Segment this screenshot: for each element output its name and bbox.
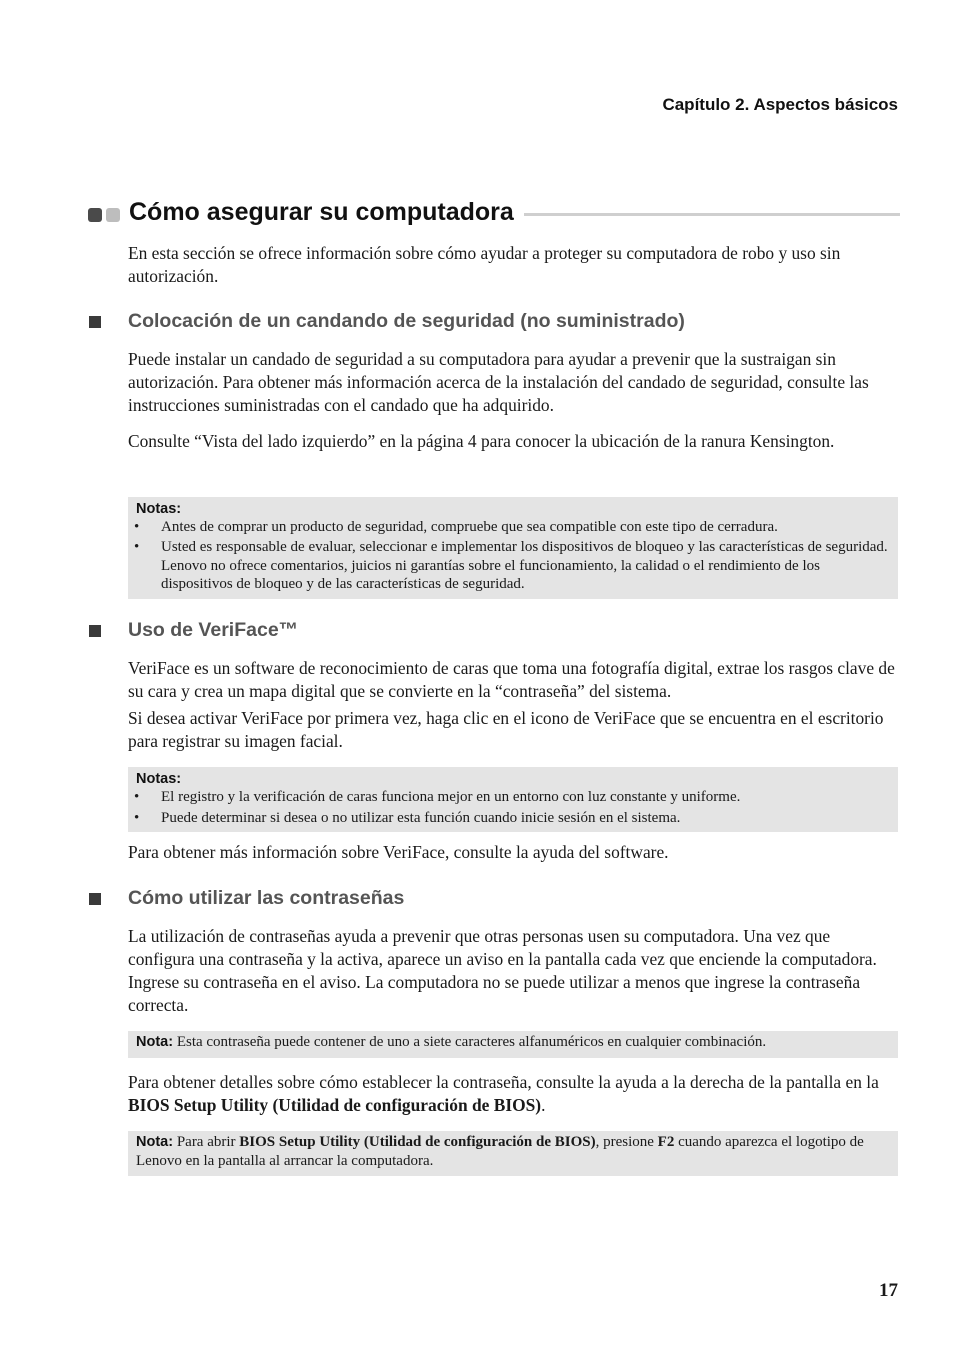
bullet-icon: • xyxy=(134,539,140,555)
notes-box xyxy=(128,497,898,599)
notes-box xyxy=(128,767,898,832)
subsection-passwords xyxy=(88,887,898,911)
section-squares-icon xyxy=(88,208,122,222)
square-bullet-icon xyxy=(89,893,101,905)
subsection-veriface xyxy=(88,619,898,643)
section-heading xyxy=(88,198,900,230)
paragraph: Si desea activar VeriFace por primera vez, haga clic en el icono de VeriFace que se encuentra en el escritorio para registrar su imagen facial. xyxy=(128,708,884,751)
note-text xyxy=(136,1133,896,1170)
chapter-header: Capítulo 2. Aspectos básicos xyxy=(662,95,898,114)
paragraph xyxy=(128,1071,898,1117)
section-intro: En esta sección se ofrece información sobre cómo ayudar a proteger su computadora de robo y uso sin autorización. xyxy=(128,243,841,286)
note-item: El registro y la verificación de caras funciona mejor en un entorno con luz constante y uniforme. xyxy=(161,789,741,805)
paragraph: La utilización de contraseñas ayuda a prevenir que otras personas usen su computadora. Una vez que configura una contraseña y la activa, aparece un aviso en la pantalla cada vez que enciende la computadora. Ingrese su contraseña en el aviso. La computadora no se puede utilizar a menos que ingrese la contraseña correcta. xyxy=(128,926,877,1015)
note-box xyxy=(128,1031,898,1058)
paragraph: Consulte “Vista del lado izquierdo” en la página 4 para conocer la ubicación de la ranura Kensington. xyxy=(128,431,835,451)
note-item: Puede determinar si desea o no utilizar esta función cuando inicie sesión en el sistema. xyxy=(161,810,681,826)
bios-utility-name: BIOS Setup Utility (Utilidad de configuración de BIOS) xyxy=(239,1134,596,1150)
title-rule xyxy=(522,213,900,216)
note-text xyxy=(136,1033,892,1052)
paragraph-text: . xyxy=(541,1095,546,1115)
square-bullet-icon xyxy=(89,625,101,637)
bullet-icon: • xyxy=(134,519,140,535)
note-box xyxy=(128,1131,898,1176)
paragraph: Puede instalar un candado de seguridad a su computadora para ayudar a prevenir que la sustraigan sin autorización. Para obtener más información acerca de la instalación del candado de seguridad, consulte las instrucciones suministradas con el candado que ha adquirido. xyxy=(128,349,869,415)
note-label: Nota: xyxy=(136,1034,174,1050)
paragraph: Para obtener más información sobre VeriFace, consulte la ayuda del software. xyxy=(128,842,669,862)
subsection-title: Cómo utilizar las contraseñas xyxy=(128,887,405,909)
subsection-lock xyxy=(88,310,898,334)
notes-label: Notas: xyxy=(136,771,182,787)
subsection-title: Colocación de un candando de seguridad (no suministrado) xyxy=(128,310,685,332)
notes-label: Notas: xyxy=(136,501,182,517)
subsection-title: Uso de VeriFace™ xyxy=(128,619,299,641)
page-number: 17 xyxy=(879,1280,898,1301)
key-name: F2 xyxy=(657,1134,675,1150)
paragraph-text: Para obtener detalles sobre cómo establecer la contraseña, consulte la ayuda a la derecha de la pantalla en la xyxy=(128,1072,879,1092)
note-label: Nota: xyxy=(136,1134,174,1150)
square-bullet-icon xyxy=(89,316,101,328)
note-body: Esta contraseña puede contener de uno a siete caracteres alfanuméricos en cualquier combinación. xyxy=(176,1034,767,1050)
bullet-icon: • xyxy=(134,810,140,826)
note-body: , presione xyxy=(595,1134,658,1150)
note-body: cuando aparezca el logotipo de Lenovo en la pantalla al arrancar la computadora. xyxy=(136,1134,864,1169)
bios-utility-name: BIOS Setup Utility (Utilidad de configuración de BIOS) xyxy=(128,1095,542,1115)
note-item: Antes de comprar un producto de seguridad, compruebe que sea compatible con este tipo de cerradura. xyxy=(161,519,778,535)
bullet-icon: • xyxy=(134,789,140,805)
paragraph: VeriFace es un software de reconocimiento de caras que toma una fotografía digital, extrae los rasgos clave de su cara y crea un mapa digital que se convierte en la “contraseña” del sistema. xyxy=(128,658,895,701)
note-body: Para abrir xyxy=(176,1134,240,1150)
note-item: Usted es responsable de evaluar, seleccionar e implementar los dispositivos de bloqueo y las características de seguridad. Lenovo no ofrece comentarios, juicios ni garantías sobre el funcionamiento, la calidad o el rendimiento de los dispositivos de bloqueo y de las características de seguridad. xyxy=(161,539,888,592)
section-title: Cómo asegurar su computadora xyxy=(129,198,524,227)
